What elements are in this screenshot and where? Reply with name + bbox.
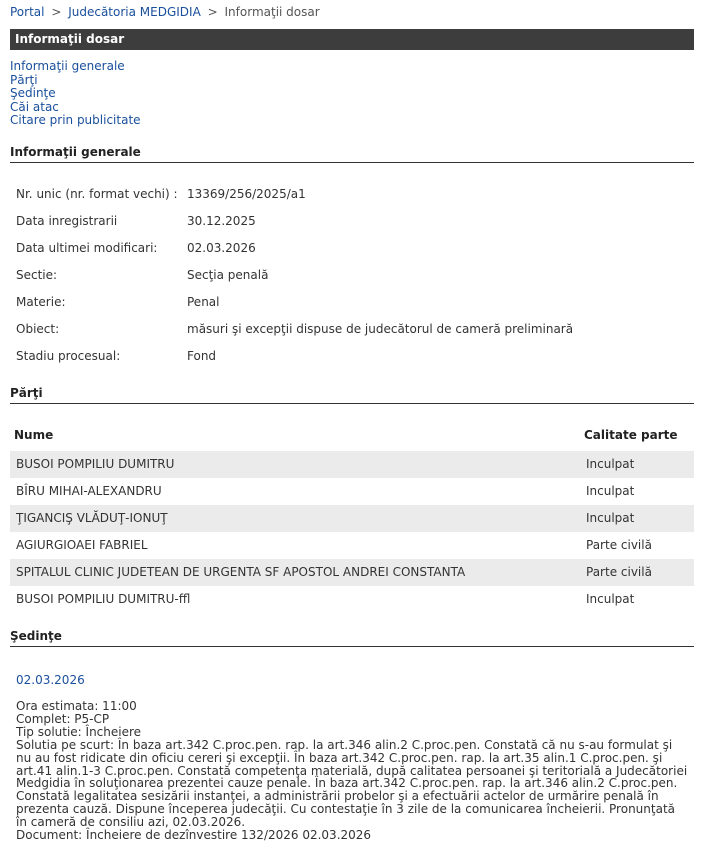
info-value: 02.03.2026 <box>187 241 256 255</box>
breadcrumb-court[interactable]: Judecătoria MEDGIDIA <box>68 5 201 19</box>
sedinte-heading: Şedinţe <box>10 629 694 647</box>
party-role: Inculpat <box>586 592 635 606</box>
party-role: Inculpat <box>586 484 635 498</box>
nav-link-sedinte[interactable]: Şedinţe <box>10 86 56 100</box>
breadcrumb-portal[interactable]: Portal <box>10 5 45 19</box>
section-nav <box>10 60 141 128</box>
sedinta-document: Document: Încheiere de dezînvestire 132/2026 02.03.2026 <box>16 828 372 843</box>
parti-table-header <box>10 428 694 446</box>
nav-link-general[interactable]: Informaţii generale <box>10 59 125 73</box>
info-value: Secţia penală <box>187 268 269 282</box>
info-label: Data inregistrarii <box>16 214 118 228</box>
table-row <box>10 478 694 505</box>
party-name: BÎRU MIHAI-ALEXANDRU <box>16 484 162 498</box>
party-name: BUSOI POMPILIU DUMITRU-ffl <box>16 592 191 606</box>
parti-heading: Părţi <box>10 386 694 404</box>
sedinta-details <box>16 700 688 842</box>
table-row <box>10 559 694 586</box>
info-label: Materie: <box>16 295 66 309</box>
party-role: Inculpat <box>586 511 635 525</box>
party-name: ŢIGANCIŞ VLĂDUŢ-IONUŢ <box>16 511 168 525</box>
column-header-role: Calitate parte <box>584 428 678 442</box>
nav-link-parti[interactable]: Părţi <box>10 72 38 87</box>
party-name: SPITALUL CLINIC JUDETEAN DE URGENTA SF APOSTOL ANDREI CONSTANTA <box>16 565 466 579</box>
table-row <box>10 586 694 613</box>
info-value: măsuri şi excepţii dispuse de judecătorul de cameră preliminară <box>187 322 574 336</box>
breadcrumb <box>10 5 320 19</box>
sedinta-complet: Complet: P5-CP <box>16 711 110 726</box>
party-name: AGIURGIOAEI FABRIEL <box>16 538 148 552</box>
info-value: 30.12.2025 <box>187 214 256 228</box>
table-row <box>10 505 694 532</box>
breadcrumb-current: Informaţii dosar <box>224 5 320 19</box>
table-row <box>10 451 694 478</box>
party-role: Parte civilă <box>586 538 652 552</box>
sedinta-tip-solutie: Tip solutie: Încheiere <box>16 724 142 739</box>
info-label: Stadiu procesual: <box>16 349 121 363</box>
sedinta-date: 02.03.2026 <box>16 673 85 687</box>
info-label: Sectie: <box>16 268 58 282</box>
nav-link-cai-atac[interactable]: Căi atac <box>10 99 59 114</box>
nav-link-citare[interactable]: Citare prin publicitate <box>10 113 141 127</box>
info-value: Fond <box>187 349 217 363</box>
info-label: Obiect: <box>16 322 60 336</box>
table-row <box>10 532 694 559</box>
sedinta-solutie: Solutia pe scurt: În baza art.342 C.proc.pen. rap. la art.346 alin.2 C.proc.pen. Constată că nu s-au formulat şi nu au fost ridicate din oficiu cereri şi excepţii. În baza art.342 C.proc.pen. rap. la art.35 alin.1 C.proc.pen. şi art.41 alin.1-3 C.proc.pen. Constată competenţa materială, după calitatea persoanei şi teritorială a Judecătoriei Medgidia în soluţionarea prezentei cauze penale. În baza art.342 C.proc.pen. rap. la art.346 alin.2 C.proc.pen. Constată legalitatea sesizării instanţei, a administrării probelor şi a efectuării actelor de urmărire penală în prezenta cauză. Dispune începerea judecăţii. Cu contestaţie în 3 zile de la comunicarea încheierii. Pronunţată în cameră de consiliu azi, 02.03.2026. <box>16 737 688 830</box>
sedinta-ora: Ora estimata: 11:00 <box>16 699 137 713</box>
breadcrumb-separator: > <box>207 5 218 19</box>
party-role: Inculpat <box>586 457 635 471</box>
info-label: Data ultimei modificari: <box>16 241 158 255</box>
info-label: Nr. unic (nr. format vechi) : <box>16 187 178 201</box>
party-name: BUSOI POMPILIU DUMITRU <box>16 457 175 471</box>
breadcrumb-separator: > <box>51 5 62 19</box>
info-value: Penal <box>187 295 220 309</box>
column-header-name: Nume <box>14 428 54 442</box>
page-title: Informaţii dosar <box>10 29 694 50</box>
general-heading: Informaţii generale <box>10 145 694 163</box>
info-value: 13369/256/2025/a1 <box>187 187 306 201</box>
party-role: Parte civilă <box>586 565 652 579</box>
